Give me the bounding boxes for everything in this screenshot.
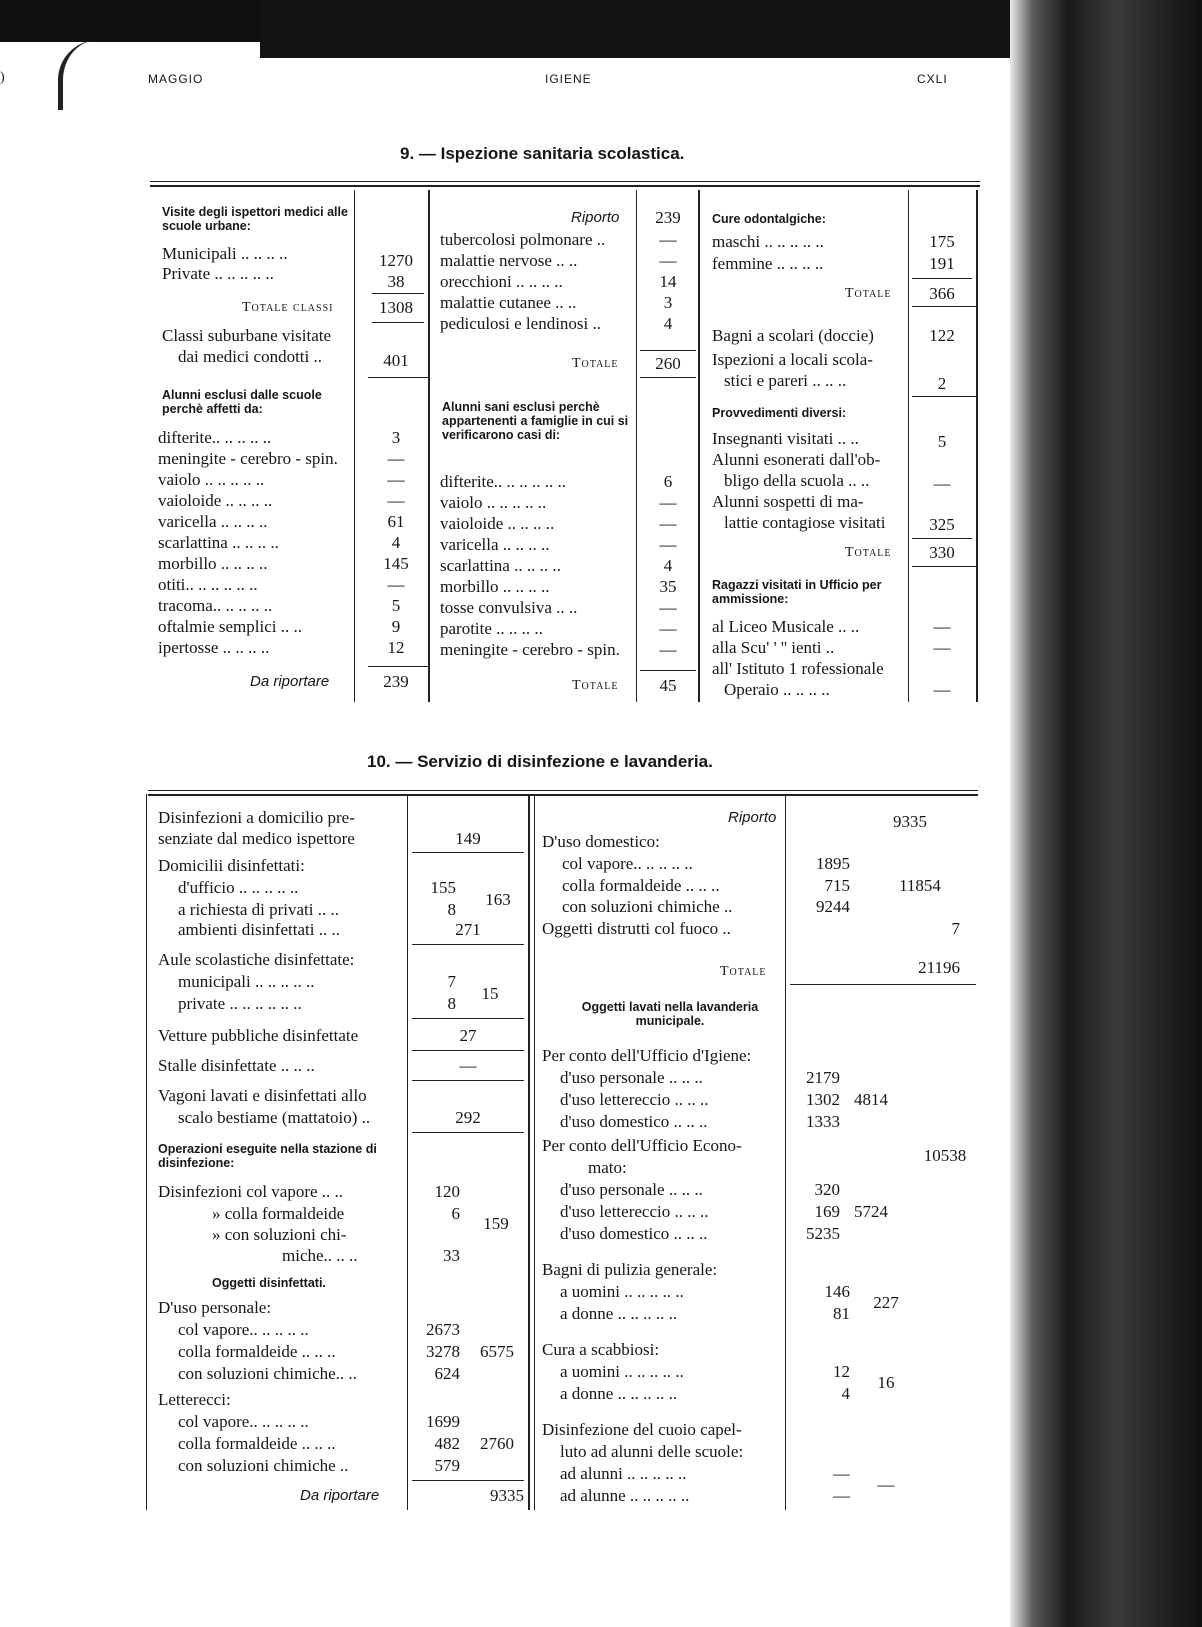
scan-border-right: [1010, 0, 1202, 1627]
list-item-value: 35: [659, 577, 677, 596]
scan-margin-mark: ): [0, 70, 5, 85]
brace-total: 6575: [480, 1342, 514, 1361]
row-value: 8: [447, 994, 456, 1013]
row-label: con soluzioni chimiche ..: [178, 1456, 349, 1475]
row-value: —: [459, 1056, 477, 1075]
list-item-label: tosse convulsiva .. ..: [440, 598, 578, 617]
row-label: a uomini .. .. .. .. ..: [560, 1282, 684, 1301]
row-value: 401: [383, 351, 409, 370]
row-label: ad alunne .. .. .. .. ..: [560, 1486, 690, 1505]
row-label: alla Scu' ' '' ienti ..: [712, 638, 835, 657]
list-item-label: difterite.. .. .. .. ..: [158, 428, 272, 447]
row-label: Classi suburbane visitate: [162, 326, 332, 345]
row-label: Per conto dell'Ufficio d'Igiene:: [542, 1046, 752, 1065]
row-label: Insegnanti visitati .. ..: [712, 429, 859, 448]
row-label: » colla formaldeide: [212, 1204, 345, 1223]
row-label: Disinfezioni a domicilio pre-: [158, 808, 355, 827]
row-value: 3278: [426, 1342, 460, 1361]
row-label: d'ufficio .. .. .. .. ..: [178, 878, 299, 897]
row-label: Aule scolastiche disinfettate:: [158, 950, 355, 969]
row-label: Vagoni lavati e disinfettati allo: [158, 1086, 367, 1105]
list-item-value: —: [659, 598, 677, 617]
row-value: 175: [929, 232, 955, 251]
row-label: lattie contagiose visitati: [724, 513, 886, 532]
row-value: 579: [434, 1456, 460, 1475]
totale-label: Totale: [720, 964, 767, 979]
row-value: 191: [929, 254, 955, 273]
brace-total: —: [877, 1475, 895, 1494]
totale-value: 21196: [918, 958, 960, 977]
row-label: Oggetti distrutti col fuoco ..: [542, 919, 731, 938]
list-item-value: 145: [383, 554, 409, 573]
row-value: 292: [455, 1108, 481, 1127]
header-left: MAGGIO: [148, 72, 204, 86]
col3-totale2-value: 330: [929, 543, 955, 562]
row-label: Operaio .. .. .. ..: [724, 680, 830, 699]
totale-classi-value: 1308: [379, 298, 413, 317]
row-value: 33: [443, 1246, 460, 1265]
row-label: d'uso lettereccio .. .. ..: [560, 1090, 709, 1109]
list-item-value: 9: [391, 617, 401, 636]
row-value: 4: [841, 1384, 850, 1403]
row-value: 7: [447, 972, 456, 991]
row-value: 12: [833, 1362, 850, 1381]
header-right: CXLI: [917, 72, 948, 86]
list-item-label: varicella .. .. .. ..: [158, 512, 268, 531]
riporto-value: 9335: [893, 812, 927, 831]
brace-total: 11854: [899, 876, 941, 895]
col3-totale-value: 366: [929, 284, 955, 303]
row-label: colla formaldeide .. .. ..: [178, 1434, 336, 1453]
section9-title: 9. — Ispezione sanitaria scolastica.: [400, 144, 685, 163]
da-riportare-value: 239: [383, 672, 409, 691]
section10-title: 10. — Servizio di disinfezione e lavanderia.: [367, 752, 713, 771]
row-label: con soluzioni chimiche.. ..: [178, 1364, 357, 1383]
row-value: 715: [824, 876, 850, 895]
row-label: d'uso domestico .. .. ..: [560, 1112, 708, 1131]
list-item-value: —: [387, 575, 405, 594]
row-value: 1699: [426, 1412, 460, 1431]
row-value: 7: [951, 919, 960, 938]
list-item-value: —: [659, 535, 677, 554]
row-value: 2: [937, 374, 947, 393]
list-item-label: orecchioni .. .. .. ..: [440, 272, 563, 291]
row-label: scalo bestiame (mattatoio) ..: [178, 1108, 371, 1127]
row-label: Ispezioni a locali scola-: [712, 350, 873, 369]
row-label: a donne .. .. .. .. ..: [560, 1384, 678, 1403]
row-label: Alunni sospetti di ma-: [712, 492, 864, 511]
odonto-heading: Cure odontalgiche:: [712, 212, 826, 226]
row-label: a uomini .. .. .. .. ..: [560, 1362, 684, 1381]
da-riportare-value: 9335: [490, 1486, 524, 1505]
row-value: 1302: [806, 1090, 840, 1109]
row-label: Vetture pubbliche disinfettate: [158, 1026, 359, 1045]
row-value: 5: [937, 432, 947, 451]
row-value: 122: [929, 326, 955, 345]
list-item-label: vaioloide .. .. .. ..: [440, 514, 555, 533]
row-label: colla formaldeide .. .. ..: [562, 876, 720, 895]
col3-totale-label: Totale: [845, 286, 892, 301]
list-item-label: malattie nervose .. ..: [440, 251, 578, 270]
totale-classi-label: Totale classi: [242, 300, 334, 315]
list-item-label: otiti.. .. .. .. .. ..: [158, 575, 258, 594]
list-item-label: parotite .. .. .. ..: [440, 619, 543, 638]
list-item-label: morbillo .. .. .. ..: [158, 554, 268, 573]
list-item-value: —: [659, 230, 677, 249]
row-label: Bagni di pulizia generale:: [542, 1260, 718, 1279]
row-label: col vapore.. .. .. .. ..: [562, 854, 693, 873]
row-value: 81: [833, 1304, 850, 1323]
row-label: bligo della scuola .. ..: [724, 471, 870, 490]
row-label: Domicilii disinfettati:: [158, 856, 305, 875]
row-value: 482: [434, 1434, 460, 1453]
operazioni-heading: Operazioni eseguite nella stazione di disinfezione:: [158, 1142, 377, 1170]
col2-totale2-value: 45: [659, 676, 677, 695]
list-item-label: varicella .. .. .. ..: [440, 535, 550, 554]
row-value: 38: [387, 272, 405, 291]
list-item-label: ipertosse .. .. .. ..: [158, 638, 270, 657]
ragazzi-heading: Ragazzi visitati in Ufficio per ammissione:: [712, 578, 882, 606]
row-value: 169: [814, 1202, 840, 1221]
row-label: private .. .. .. .. .. ..: [178, 994, 302, 1013]
list-item-value: —: [659, 640, 677, 659]
row-label: colla formaldeide .. .. ..: [178, 1342, 336, 1361]
oggetti-heading: Oggetti disinfettati.: [212, 1276, 326, 1290]
row-value: 146: [824, 1282, 850, 1301]
row-value: 325: [929, 515, 955, 534]
row-label: d'uso lettereccio .. .. ..: [560, 1202, 709, 1221]
list-item-label: difterite.. .. .. .. .. ..: [440, 472, 567, 491]
list-item-label: meningite - cerebro - spin.: [158, 449, 338, 468]
row-label: all' Istituto 1 rofessionale: [712, 659, 884, 678]
row-label: Disinfezioni col vapore .. ..: [158, 1182, 344, 1201]
list-item-value: —: [659, 514, 677, 533]
list-item-label: pediculosi e lendinosi ..: [440, 314, 602, 333]
row-value: 320: [814, 1180, 840, 1199]
col2-totale2-label: Totale: [572, 678, 619, 693]
list-item-value: 3: [391, 428, 401, 447]
list-item-label: vaiolo .. .. .. .. ..: [158, 470, 265, 489]
row-label: al Liceo Musicale .. ..: [712, 617, 860, 636]
row-value: —: [833, 1486, 850, 1505]
list-item-label: morbillo .. .. .. ..: [440, 577, 550, 596]
row-label: D'uso domestico:: [542, 832, 660, 851]
row-label: senziate dal medico ispettore: [158, 829, 355, 848]
list-item-value: 4: [663, 314, 673, 333]
row-value: 2673: [426, 1320, 460, 1339]
row-label: a richiesta di privati .. ..: [178, 900, 339, 919]
row-label: col vapore.. .. .. .. ..: [178, 1320, 309, 1339]
list-item-value: —: [659, 493, 677, 512]
row-value: 27: [459, 1026, 477, 1045]
row-label: maschi .. .. .. .. ..: [712, 232, 824, 251]
esclusi-heading: Alunni esclusi dalle scuole perchè affetti da:: [162, 388, 322, 416]
row-label: d'uso domestico .. .. ..: [560, 1224, 708, 1243]
lavati-heading: Oggetti lavati nella lavanderia municipale.: [581, 1000, 759, 1028]
row-value: —: [833, 1464, 850, 1483]
row-value: 149: [455, 829, 481, 848]
list-item-label: vaioloide .. .. .. ..: [158, 491, 273, 510]
row-value: 624: [434, 1364, 460, 1383]
row-label: municipali .. .. .. .. ..: [178, 972, 315, 991]
list-item-value: —: [659, 619, 677, 638]
row-label: femmine .. .. .. ..: [712, 254, 824, 273]
row-value: 6: [451, 1204, 460, 1223]
row-label: Cura a scabbiosi:: [542, 1340, 660, 1359]
row-value: 1895: [816, 854, 850, 873]
row-label: Stalle disinfettate .. .. ..: [158, 1056, 315, 1075]
col2-totale-label: Totale: [572, 356, 619, 371]
list-item-label: scarlattina .. .. .. ..: [440, 556, 561, 575]
row-label: D'uso personale:: [158, 1298, 272, 1317]
brace-total: 163: [485, 890, 511, 909]
row-value: —: [933, 680, 951, 699]
provv-heading: Provvedimenti diversi:: [712, 406, 847, 420]
brace-total: 15: [481, 984, 499, 1003]
row-label: Per conto dell'Ufficio Econo-: [542, 1136, 742, 1155]
row-label: Letterecci:: [158, 1390, 231, 1409]
brace-total: 16: [877, 1373, 895, 1392]
list-item-value: —: [387, 470, 405, 489]
riporto-label: Riporto: [728, 809, 777, 826]
row-value: 271: [455, 920, 481, 939]
row-value: 5235: [806, 1224, 840, 1243]
sani-heading: Alunni sani esclusi perchè appartenenti a famiglie in cui si verificarono casi di:: [442, 400, 629, 442]
da-riportare-label: Da riportare: [250, 673, 330, 690]
list-item-value: 14: [659, 272, 677, 291]
list-item-label: meningite - cerebro - spin.: [440, 640, 620, 659]
list-item-label: tracoma.. .. .. .. ..: [158, 596, 273, 615]
row-value: 1270: [379, 251, 413, 270]
row-value: 155: [430, 878, 456, 897]
grand-total: 10538: [923, 1146, 967, 1165]
brace-total: 4814: [854, 1090, 888, 1109]
list-item-value: 3: [663, 293, 673, 312]
list-item-value: —: [387, 449, 405, 468]
row-value: —: [933, 617, 951, 636]
scan-page-curl: [58, 40, 103, 110]
brace-total: 2760: [480, 1434, 514, 1453]
row-label: d'uso personale .. .. ..: [560, 1068, 703, 1087]
list-item-value: 4: [663, 556, 673, 575]
list-item-label: malattie cutanee .. ..: [440, 293, 577, 312]
da-riportare-label: Da riportare: [300, 1487, 380, 1504]
list-item-value: 5: [391, 596, 401, 615]
row-value: —: [933, 638, 951, 657]
list-item-value: —: [659, 251, 677, 270]
riporto-label: Riporto: [571, 209, 620, 226]
row-label: Disinfezione del cuoio capel-: [542, 1420, 742, 1439]
row-label: ad alunni .. .. .. .. ..: [560, 1464, 687, 1483]
list-item-label: vaiolo .. .. .. .. ..: [440, 493, 547, 512]
row-value: 120: [434, 1182, 460, 1201]
row-label: dai medici condotti ..: [178, 347, 322, 366]
row-label: Alunni esonerati dall'ob-: [712, 450, 881, 469]
row-label: luto ad alunni delle scuole:: [560, 1442, 744, 1461]
riporto-value: 239: [655, 208, 681, 227]
row-value: —: [933, 474, 951, 493]
row-value: 9244: [816, 897, 850, 916]
row-label: ambienti disinfettati .. ..: [178, 920, 340, 939]
col2-totale-value: 260: [655, 354, 681, 373]
brace-total: 5724: [854, 1202, 888, 1221]
brace-total: 227: [873, 1293, 899, 1312]
row-label: d'uso personale .. .. ..: [560, 1180, 703, 1199]
list-item-label: scarlattina .. .. .. ..: [158, 533, 279, 552]
row-label: mato:: [588, 1158, 627, 1177]
row-label: col vapore.. .. .. .. ..: [178, 1412, 309, 1431]
row-label: a donne .. .. .. .. ..: [560, 1304, 678, 1323]
list-item-value: —: [387, 491, 405, 510]
list-item-label: oftalmie semplici .. ..: [158, 617, 302, 636]
col1-heading: Visite degli ispettori medici alle scuole urbane:: [162, 205, 348, 233]
header-center: IGIENE: [545, 72, 592, 86]
row-label: Bagni a scolari (doccie): [712, 326, 874, 345]
row-label: Private .. .. .. .. ..: [162, 264, 274, 283]
col3-totale2-label: Totale: [845, 545, 892, 560]
list-item-label: tubercolosi polmonare ..: [440, 230, 606, 249]
row-label: Municipali .. .. .. ..: [162, 244, 288, 263]
list-item-value: 6: [663, 472, 673, 491]
row-value: 2179: [806, 1068, 840, 1087]
row-label: miche.. .. ..: [282, 1246, 358, 1265]
brace-total: 159: [483, 1214, 509, 1233]
row-label: » con soluzioni chi-: [212, 1225, 347, 1244]
list-item-value: 12: [387, 638, 405, 657]
list-item-value: 4: [391, 533, 401, 552]
list-item-value: 61: [387, 512, 405, 531]
row-value: 8: [447, 900, 456, 919]
row-label: stici e pareri .. .. ..: [724, 371, 847, 390]
row-label: con soluzioni chimiche ..: [562, 897, 733, 916]
row-value: 1333: [806, 1112, 840, 1131]
